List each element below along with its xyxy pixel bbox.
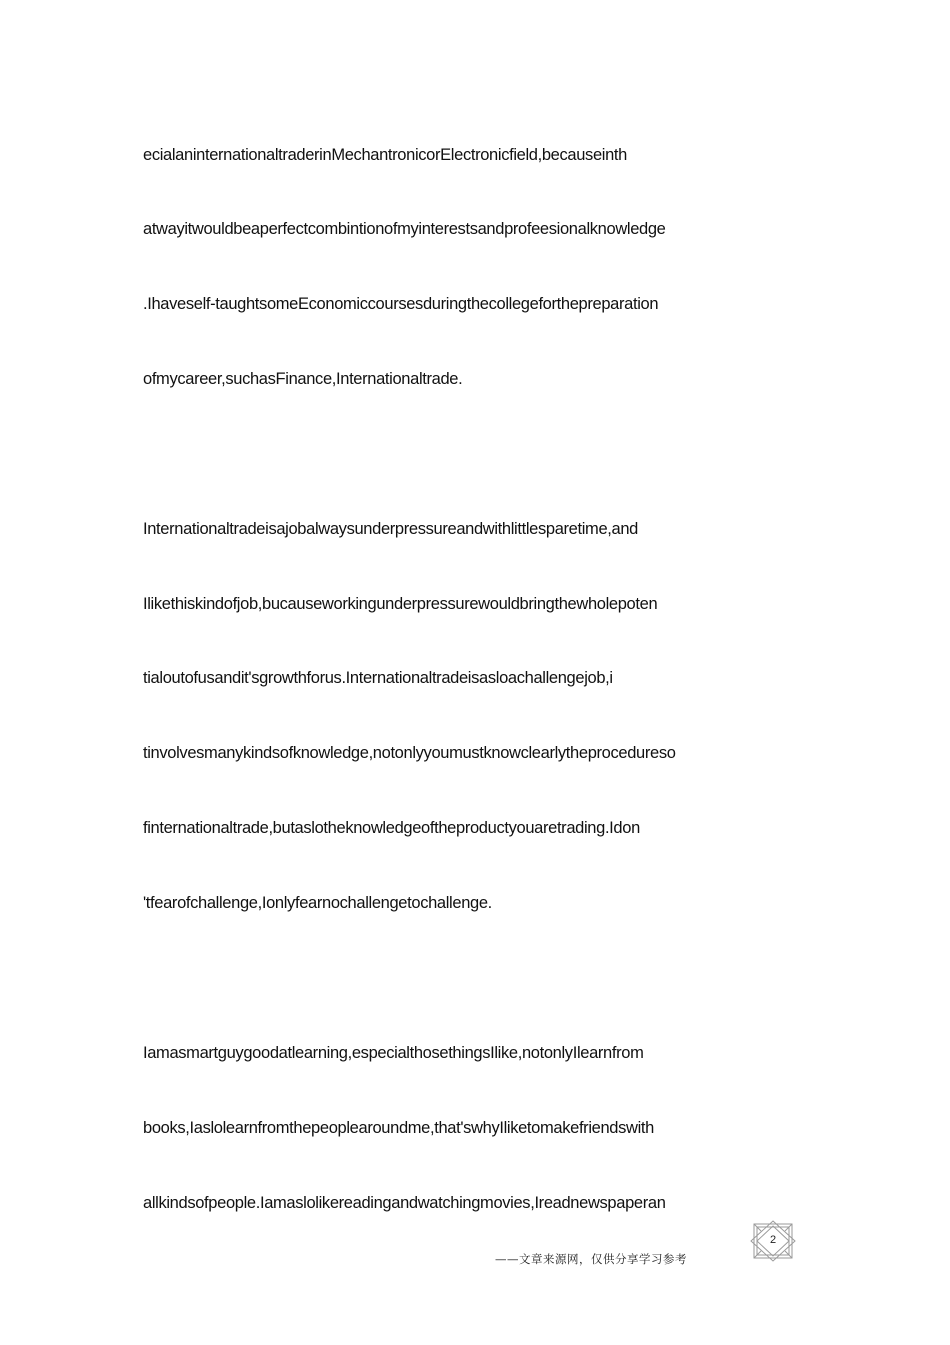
paragraph-2-line-2: Ilikethiskindofjob,bucauseworkingunderpressurewouldbringthewholepoten bbox=[143, 595, 658, 613]
paragraph-2-line-6: 'tfearofchallenge,Ionlyfearnochallengetochallenge. bbox=[143, 894, 492, 912]
paragraph-3-line-3: allkindsofpeople.Iamaslolikereadingandwatchingmovies,Ireadnewspaperan bbox=[143, 1194, 666, 1212]
paragraph-2-line-3: tialoutofusandit'sgrowthforus.Internationaltradeisasloachallengejob,i bbox=[143, 669, 613, 687]
footer-source-note: ——文章来源网，仅供分享学习参考 bbox=[495, 1252, 687, 1266]
paragraph-1-line-1: ecialaninternationaltraderinMechantronicorElectronicfield,becauseinth bbox=[143, 146, 627, 164]
paragraph-2-line-1: Internationaltradeisajobalwaysunderpressureandwithlittlesparetime,and bbox=[143, 520, 638, 538]
paragraph-2-line-4: tinvolvesmanykindsofknowledge,notonlyyoumustknowclearlytheprocedureso bbox=[143, 744, 676, 762]
paragraph-1-line-3: .Ihaveself-taughtsomeEconomiccoursesduringthecollegeforthepreparation bbox=[143, 295, 659, 313]
page-number-badge bbox=[749, 1220, 797, 1262]
paragraph-3-line-1: Iamasmartguygoodatlearning,especialthosethingsIlike,notonlyIlearnfrom bbox=[143, 1044, 644, 1062]
paragraph-1-line-2: atwayitwouldbeaperfectcombintionofmyinterestsandprofeesionalknowledge bbox=[143, 220, 666, 238]
paragraph-2-line-5: finternationaltrade,butaslotheknowledgeoftheproductyouaretrading.Idon bbox=[143, 819, 640, 837]
paragraph-1-line-4: ofmycareer,suchasFinance,Internationaltrade. bbox=[143, 370, 463, 388]
page-number: 2 bbox=[769, 1234, 777, 1246]
paragraph-3-line-2: books,Iaslolearnfromthepeoplearoundme,that'swhyIliketomakefriendswith bbox=[143, 1119, 654, 1137]
